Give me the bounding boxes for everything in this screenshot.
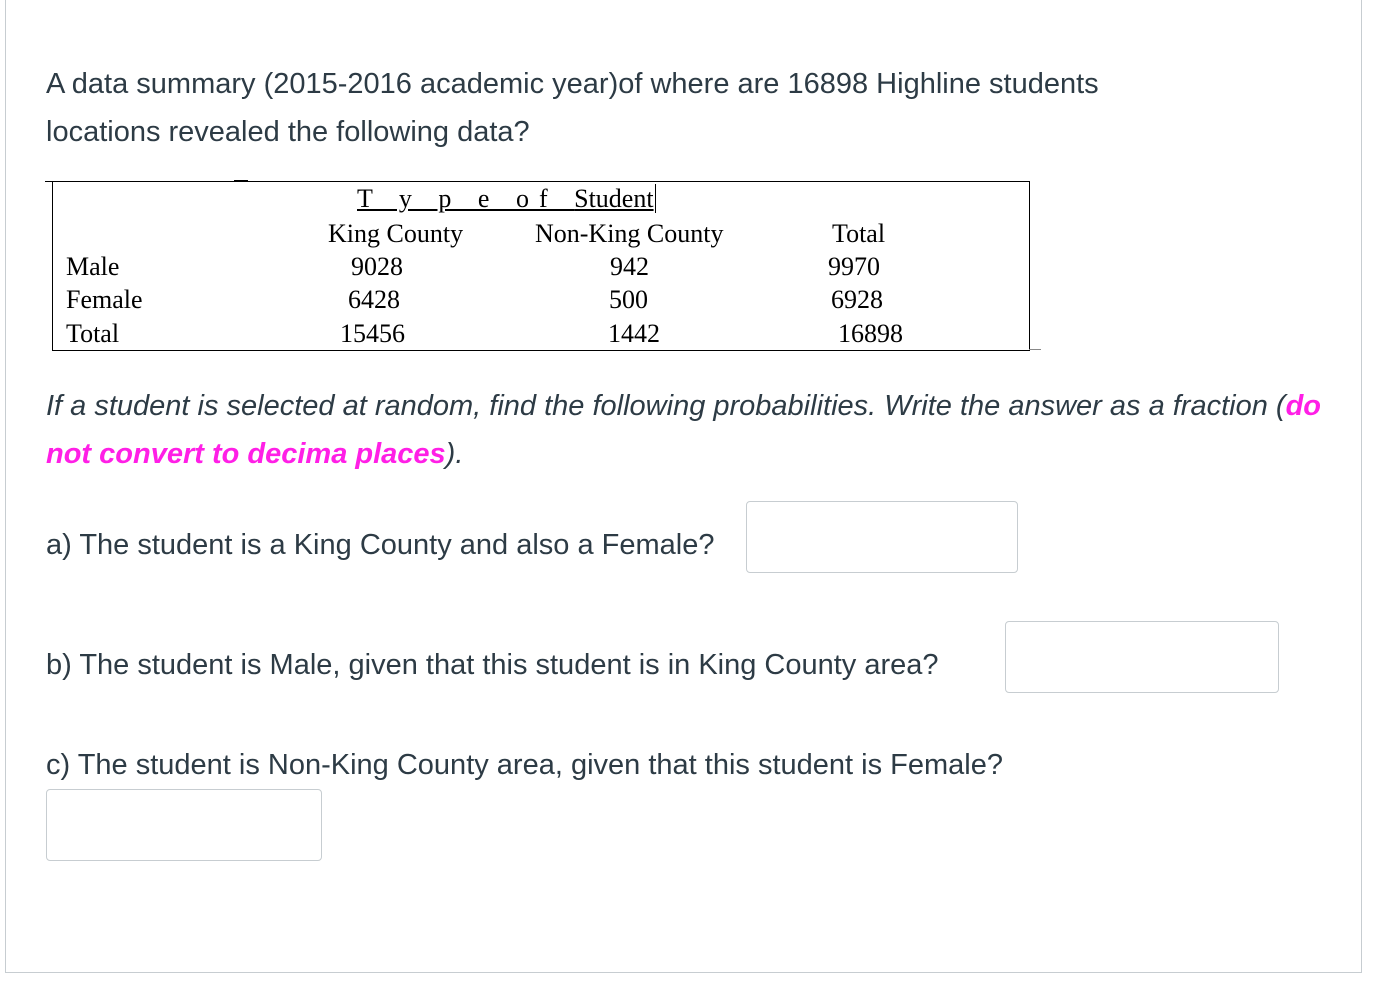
cell-total-king: 15456	[340, 319, 405, 348]
cell-female-non-king: 500	[609, 285, 648, 314]
table-group-header	[357, 184, 656, 214]
instructions-text: If a student is selected at random, find the following probabilities. Write the answer as a fraction (	[46, 390, 1286, 422]
cell-male-non-king: 942	[610, 252, 649, 281]
row-label-female: Female	[66, 285, 143, 314]
table-edge-tick	[1029, 349, 1041, 350]
group-header-type: T y p e of	[357, 184, 575, 213]
instructions-highlight: do not convert to decima places	[46, 390, 1322, 470]
column-header-non-king-county: Non-King County	[535, 219, 724, 248]
intro-line-1: A data summary (2015-2016 academic year)of where are 16898 Highline students	[46, 68, 1099, 100]
cell-male-king: 9028	[351, 252, 403, 281]
question-b: b) The student is Male, given that this student is in King County area?	[46, 649, 939, 681]
cell-total-total: 16898	[838, 319, 903, 348]
instructions	[46, 382, 1326, 478]
intro-text	[46, 60, 1266, 156]
question-c: c) The student is Non-King County area, given that this student is Female?	[46, 749, 1003, 781]
group-header-student: Student	[574, 184, 654, 213]
question-a: a) The student is a King County and also a Female?	[46, 529, 715, 561]
column-header-total: Total	[832, 219, 886, 248]
cell-female-total: 6928	[831, 285, 883, 314]
instructions-end: ).	[445, 438, 464, 470]
cell-male-total: 9970	[828, 252, 880, 281]
intro-line-2: locations revealed the following data?	[46, 116, 530, 148]
answer-a-input[interactable]	[746, 501, 1018, 573]
column-header-king-county: King County	[328, 219, 464, 248]
cell-total-non-king: 1442	[608, 319, 660, 348]
cell-female-king: 6428	[348, 285, 400, 314]
answer-c-input[interactable]	[46, 789, 322, 861]
row-label-male: Male	[66, 252, 120, 281]
row-label-total: Total	[66, 319, 120, 348]
answer-b-input[interactable]	[1005, 621, 1279, 693]
